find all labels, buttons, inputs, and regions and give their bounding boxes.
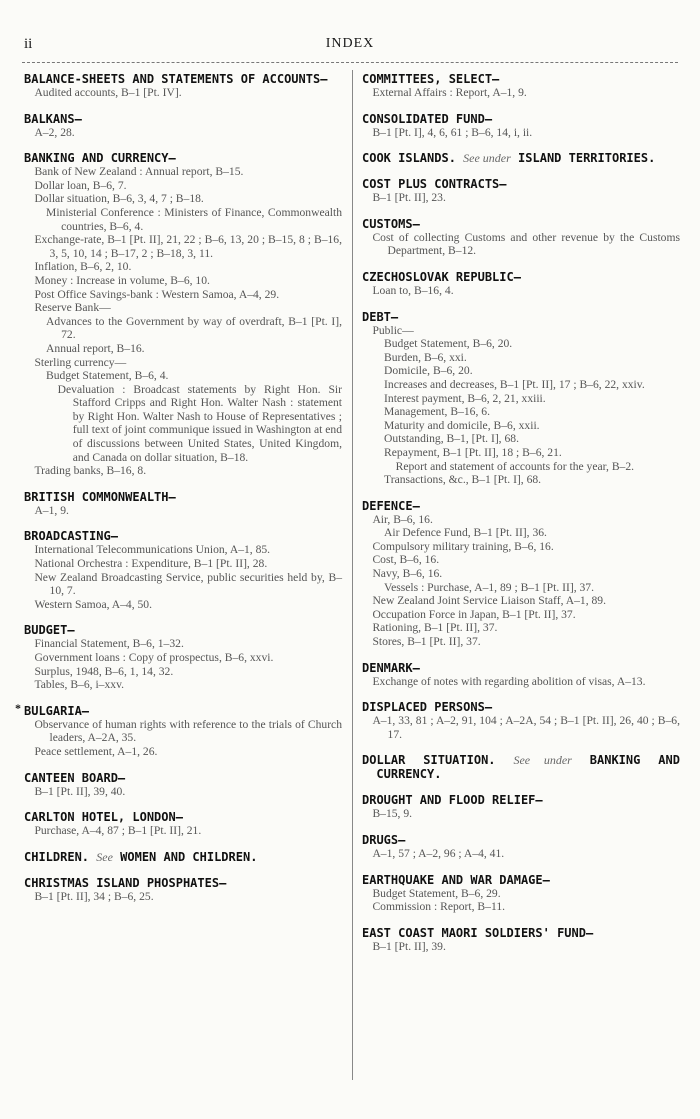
subentry: Repayment, B–1 [Pt. II], 18 ; B–6, 21. (384, 445, 562, 459)
subentry: A–2, 28. (34, 125, 75, 139)
entry-heading (362, 72, 680, 86)
index-entry (24, 771, 342, 799)
entry-heading (24, 771, 342, 785)
index-entry (24, 529, 342, 611)
heading-text: BANKING AND CURRENCY— (24, 151, 176, 166)
heading-text: DOLLAR SITUATION. (362, 753, 496, 768)
heading-text: EARTHQUAKE AND WAR DAMAGE— (362, 872, 550, 887)
subentry: Domicile, B–6, 20. (384, 364, 473, 378)
entry-heading (24, 810, 342, 824)
subentry: Trading banks, B–16, 8. (34, 464, 147, 478)
asterisk-marker: * (15, 700, 21, 715)
subentry: Maturity and domicile, B–6, xxii. (384, 418, 540, 432)
index-entry (24, 850, 342, 864)
index-entry (24, 490, 342, 518)
heading-text: DEFENCE— (362, 498, 420, 513)
index-entry (362, 217, 680, 258)
subentry: Budget Statement, B–6, 20. (384, 337, 513, 351)
subentry: Money : Increase in volume, B–6, 10. (34, 273, 210, 287)
subentry: Rationing, B–1 [Pt. II], 37. (372, 621, 498, 635)
heading-text: BALANCE-SHEETS AND STATEMENTS OF ACCOUNTS— (24, 72, 328, 86)
entry-heading (362, 700, 680, 714)
index-entry (362, 499, 680, 649)
entry-heading (24, 490, 342, 504)
subentry: Air Defence Fund, B–1 [Pt. II], 36. (384, 526, 547, 540)
index-entry (362, 177, 680, 205)
heading-text: BRITISH COMMONWEALTH— (24, 489, 176, 504)
subentry: Reserve Bank— (34, 301, 111, 315)
index-entry (362, 793, 680, 821)
column-divider (352, 70, 353, 1080)
subentry: Commission : Report, B–11. (372, 900, 506, 914)
entry-heading (24, 704, 342, 718)
subentry: Tables, B–6, i–xxv. (34, 678, 125, 692)
subentry: Cost of collecting Customs and other revenue by the Customs Department, B–12. (372, 230, 680, 258)
heading-text: CUSTOMS— (362, 216, 420, 231)
subentry: External Affairs : Report, A–1, 9. (372, 86, 527, 99)
subentry: B–1 [Pt. II], 39. (372, 939, 446, 953)
entry-heading (24, 529, 342, 543)
index-entry (362, 310, 680, 487)
entry-heading (362, 151, 680, 165)
index-entry (362, 270, 680, 298)
subentry: B–15, 9. (372, 807, 413, 821)
subentry: Vessels : Purchase, A–1, 89 ; B–1 [Pt. II], 37. (384, 580, 594, 594)
entry-heading (362, 873, 680, 887)
subentry: International Telecommunications Union, A–1, 85. (34, 543, 271, 557)
index-entry (362, 753, 680, 781)
subentry: Peace settlement, A–1, 26. (34, 744, 158, 758)
heading-text: COST PLUS CONTRACTS— (362, 177, 507, 192)
entry-heading (362, 753, 680, 781)
header-rule (22, 62, 678, 63)
subentry: Public— (372, 323, 414, 337)
heading-text: EAST COAST MAORI SOLDIERS' FUND— (362, 925, 594, 940)
subentry: National Orchestra : Expenditure, B–1 [Pt. II], 28. (34, 557, 268, 571)
entry-heading (362, 217, 680, 231)
subentry: Post Office Savings-bank : Western Samoa, A–4, 29. (34, 287, 280, 301)
subentry: Report and statement of accounts for the year, B–2. (395, 459, 635, 473)
subentry: Audited accounts, B–1 [Pt. IV]. (34, 86, 182, 99)
entry-heading (362, 499, 680, 513)
index-entry (362, 112, 680, 140)
see-reference: See under (463, 151, 511, 166)
subentry: Dollar situation, B–6, 3, 4, 7 ; B–18. (34, 192, 204, 206)
subentry: Purchase, A–4, 87 ; B–1 [Pt. II], 21. (34, 824, 202, 838)
heading-text: BROADCASTING— (24, 529, 118, 544)
entry-heading (362, 177, 680, 191)
heading-text: DEBT— (362, 309, 399, 324)
subentry: Financial Statement, B–6, 1–32. (34, 637, 184, 651)
entry-heading (362, 310, 680, 324)
heading-text: CONSOLIDATED FUND— (362, 111, 493, 126)
cross-reference-target: WOMEN AND CHILDREN. (120, 849, 258, 864)
subentry: Transactions, &c., B–1 [Pt. I], 68. (384, 473, 542, 487)
cross-reference-target: ISLAND TERRITORIES. (518, 151, 656, 166)
subentry: Navy, B–6, 16. (372, 567, 443, 581)
heading-text: DROUGHT AND FLOOD RELIEF— (362, 793, 543, 808)
entry-heading (362, 270, 680, 284)
subentry: B–1 [Pt. II], 39, 40. (34, 784, 126, 798)
entry-heading (24, 151, 342, 165)
subentry: Dollar loan, B–6, 7. (34, 178, 127, 192)
heading-text: BULGARIA— (24, 703, 90, 718)
subentry: Exchange-rate, B–1 [Pt. II], 21, 22 ; B–6, 13, 20 ; B–15, 8 ; B–16, 3, 5, 10, 14 ; B–17, 2 ; B–18, 3, 11. (34, 233, 342, 260)
see-reference: See (96, 849, 113, 864)
heading-text: COMMITTEES, SELECT— (362, 72, 500, 86)
subentry: B–1 [Pt. II], 34 ; B–6, 25. (34, 889, 154, 903)
entry-heading (362, 661, 680, 675)
index-entry (24, 151, 342, 478)
entry-heading (362, 793, 680, 807)
subentry: Bank of New Zealand : Annual report, B–15. (34, 165, 244, 179)
subentry: A–1, 33, 81 ; A–2, 91, 104 ; A–2A, 54 ; B–1 [Pt. II], 26, 40 ; B–6, 17. (372, 714, 680, 741)
index-entry (24, 112, 342, 140)
heading-text: CANTEEN BOARD— (24, 770, 126, 785)
subentry: Air, B–6, 16. (372, 512, 433, 526)
subentry: Observance of human rights with reference to the trials of Church leaders, A–2A, 35. (34, 717, 342, 745)
subentry: New Zealand Broadcasting Service, public securities held by, B–10, 7. (34, 570, 342, 598)
index-entry (362, 72, 680, 100)
heading-text: DENMARK— (362, 660, 420, 675)
entry-heading (362, 926, 680, 940)
heading-text: COOK ISLANDS. (362, 151, 456, 166)
cross-reference-target: BANKING AND CURRENCY. (376, 753, 680, 782)
index-entry (362, 873, 680, 914)
subentry: Burden, B–6, xxi. (384, 350, 467, 364)
heading-text: CHRISTMAS ISLAND PHOSPHATES— (24, 875, 227, 890)
subentry: Budget Statement, B–6, 29. (372, 886, 501, 900)
index-column-right (362, 72, 680, 965)
subentry: Advances to the Government by way of overdraft, B–1 [Pt. I], 72. (46, 314, 342, 342)
subentry: B–1 [Pt. I], 4, 6, 61 ; B–6, 14, i, ii. (372, 125, 533, 139)
subentry: B–1 [Pt. II], 23. (372, 191, 446, 205)
subentry: Management, B–16, 6. (384, 405, 490, 419)
subentry: Stores, B–1 [Pt. II], 37. (372, 635, 481, 649)
index-entry (362, 700, 680, 741)
subentry: Inflation, B–6, 2, 10. (34, 260, 132, 274)
subentry: Ministerial Conference : Ministers of Finance, Commonwealth countries, B–6, 4. (46, 205, 342, 233)
heading-text: BUDGET— (24, 623, 75, 638)
subentry: Exchange of notes with regarding abolition of visas, A–13. (372, 674, 646, 688)
index-entry (362, 833, 680, 861)
index-entry (24, 810, 342, 838)
subentry: A–1, 9. (34, 503, 69, 517)
subentry: Outstanding, B–1, [Pt. I], 68. (384, 432, 519, 446)
subentry: New Zealand Joint Service Liaison Staff, A–1, 89. (372, 594, 606, 608)
heading-text: DISPLACED PERSONS— (362, 700, 493, 715)
subentry: Cost, B–6, 16. (372, 553, 440, 567)
entry-heading (24, 850, 342, 864)
subentry: Occupation Force in Japan, B–1 [Pt. II], 37. (372, 607, 576, 621)
index-column-left (15, 72, 342, 915)
heading-text: CARLTON HOTEL, LONDON— (24, 810, 183, 825)
entry-heading (362, 833, 680, 847)
index-entry (362, 661, 680, 689)
see-reference: See under (513, 753, 572, 768)
index-entry (24, 623, 342, 691)
heading-text: DRUGS— (362, 833, 406, 847)
subentry: Increases and decreases, B–1 [Pt. II], 17 ; B–6, 22, xxiv. (384, 377, 645, 391)
subentry: Surplus, 1948, B–6, 1, 14, 32. (34, 664, 174, 678)
entry-heading (24, 112, 342, 126)
subentry: Interest payment, B–6, 2, 21, xxiii. (384, 391, 546, 405)
subentry: Loan to, B–16, 4. (372, 283, 454, 297)
entry-heading (24, 623, 342, 637)
index-entry (362, 926, 680, 954)
subentry: Sterling currency— (34, 355, 127, 369)
index-entry (24, 876, 342, 904)
subentry: Compulsory military training, B–6, 16. (372, 539, 554, 553)
heading-text: CHILDREN. (24, 849, 90, 864)
page-number: ii (24, 36, 33, 52)
subentry: Western Samoa, A–4, 50. (34, 597, 152, 611)
subentry: Annual report, B–16. (46, 341, 145, 355)
index-entry (15, 700, 342, 759)
heading-text: CZECHOSLOVAK REPUBLIC— (362, 269, 521, 284)
entry-heading (24, 876, 342, 890)
subentry: Budget Statement, B–6, 4. (46, 369, 169, 383)
subentry: Government loans : Copy of prospectus, B–6, xxvi. (34, 651, 274, 664)
entry-heading (24, 72, 342, 86)
subentry: Devaluation : Broadcast statements by Right Hon. Sir Stafford Cripps and Right Hon. Walter Nash : statement by Right Hon. Walter Nash to House of Representatives ; full text of joint communique issued in Washington at end of discussions between United States, United Kingdom, and Canada on dollar situation, B–18. (57, 382, 342, 464)
subentry: A–1, 57 ; A–2, 96 ; A–4, 41. (372, 847, 505, 860)
page-title: INDEX (325, 36, 375, 51)
heading-text: BALKANS— (24, 111, 82, 126)
entry-heading (362, 112, 680, 126)
index-entry (362, 151, 680, 165)
index-entry (24, 72, 342, 100)
